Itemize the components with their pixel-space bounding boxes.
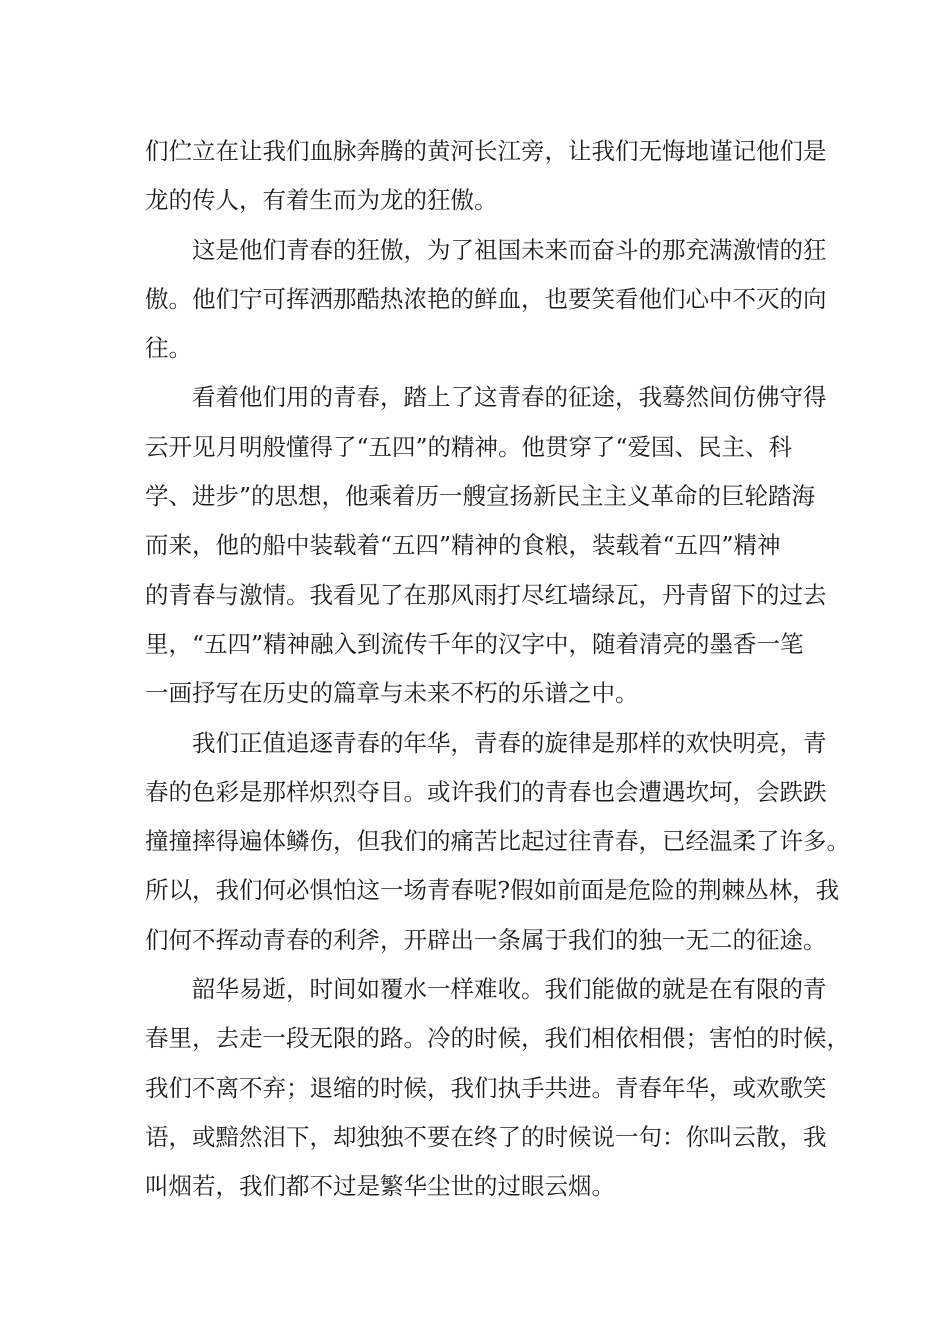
paragraph-4 bbox=[145, 719, 850, 965]
text-line: 里，“五四”精神融入到流传千年的汉字中，随着清亮的墨香一笔 bbox=[145, 629, 804, 658]
paragraph-1 bbox=[145, 127, 827, 226]
text-line: 叫烟若，我们都不过是繁华尘世的过眼云烟。 bbox=[145, 1172, 615, 1201]
text-line: 而来，他的船中装载着“五四”精神的食粮，装载着“五四”精神 bbox=[145, 531, 781, 560]
text-line: 的青春与激情。我看见了在那风雨打尽红墙绿瓦，丹青留下的过去 bbox=[145, 580, 827, 609]
text-line: 所以，我们何必惧怕这一场青春呢?假如前面是危险的荆棘丛林，我 bbox=[145, 876, 840, 905]
text-line: 龙的传人，有着生而为龙的狂傲。 bbox=[145, 186, 498, 215]
text-line: 韶华易逝，时间如覆水一样难收。我们能做的就是在有限的青 bbox=[192, 975, 827, 1004]
text-line: 我们正值追逐青春的年华，青春的旋律是那样的欢快明亮，青 bbox=[192, 728, 827, 757]
text-line: 我们不离不弃；退缩的时候，我们执手共进。青春年华，或欢歌笑 bbox=[145, 1073, 827, 1102]
text-line: 学、进步”的思想，他乘着历一艘宣扬新民主主义革命的巨轮踏海 bbox=[145, 482, 816, 511]
text-line: 们伫立在让我们血脉奔腾的黄河长江旁，让我们无悔地谨记他们是 bbox=[145, 137, 827, 165]
text-line: 傲。他们宁可挥洒那酷热浓艳的鲜血，也要笑看他们心中不灭的向 bbox=[145, 284, 827, 313]
paragraph-5 bbox=[145, 965, 850, 1211]
text-line: 语，或黯然泪下，却独独不要在终了的时候说一句：你叫云散，我 bbox=[145, 1122, 827, 1151]
text-line: 这是他们青春的狂傲，为了祖国未来而奋斗的那充满激情的狂 bbox=[192, 235, 827, 264]
text-line: 一画抒写在历史的篇章与未来不朽的乐谱之中。 bbox=[145, 679, 639, 708]
paragraph-3 bbox=[145, 373, 827, 718]
text-line: 撞撞摔得遍体鳞伤，但我们的痛苦比起过往青春，已经温柔了许多。 bbox=[145, 827, 850, 856]
text-line: 往。 bbox=[145, 334, 192, 363]
text-line: 们何不挥动青春的利斧，开辟出一条属于我们的独一无二的征途。 bbox=[145, 925, 827, 954]
text-line: 春里，去走一段无限的路。冷的时候，我们相依相偎；害怕的时候， bbox=[145, 1024, 850, 1053]
paragraph-2 bbox=[145, 226, 827, 374]
text-line: 看着他们用的青春，踏上了这青春的征途，我蓦然间仿佛守得 bbox=[192, 383, 827, 412]
text-line: 春的色彩是那样炽烈夺目。或许我们的青春也会遭遇坎坷，会跌跌 bbox=[145, 777, 827, 806]
text-line: 云开见月明般懂得了“五四”的精神。他贯穿了“爱国、民主、科 bbox=[145, 432, 793, 461]
body-text bbox=[145, 127, 850, 1212]
